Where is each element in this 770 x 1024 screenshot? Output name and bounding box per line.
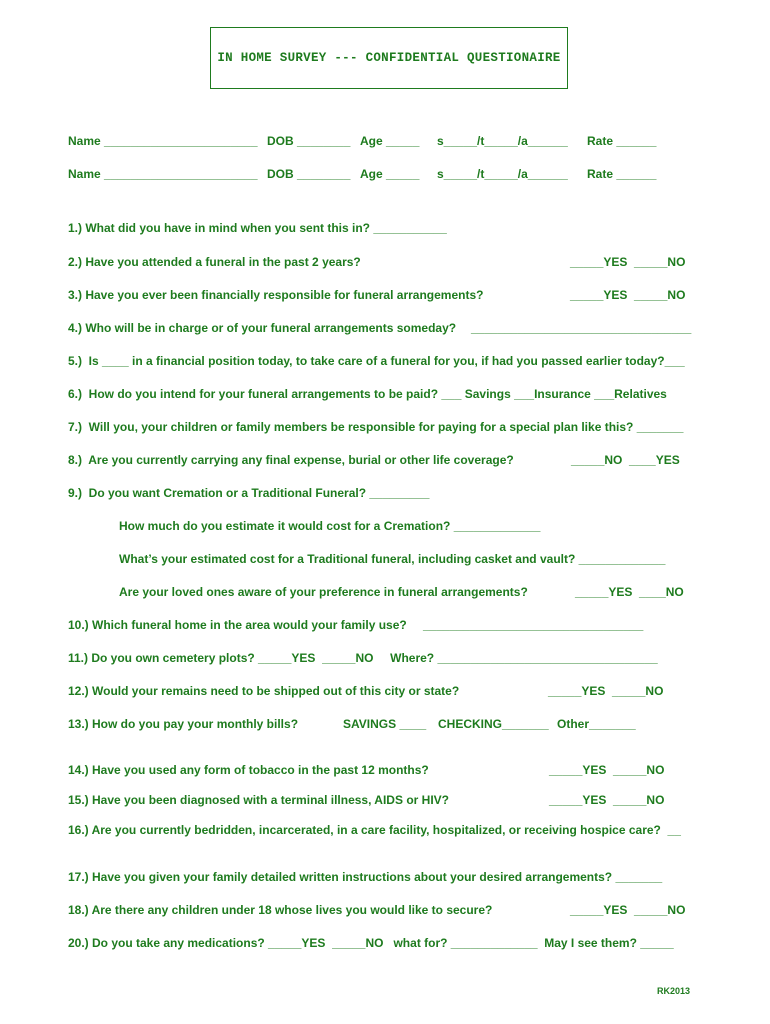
rate-field-1[interactable]: Rate ______ <box>587 134 657 148</box>
title-box <box>210 27 568 89</box>
rate-field-2[interactable]: Rate ______ <box>587 167 657 181</box>
question-12-answers[interactable]: _____YES _____NO <box>548 684 664 698</box>
question-13-other[interactable]: Other_______ <box>557 717 636 731</box>
question-18: 18.) Are there any children under 18 whose lives you would like to secure? <box>68 903 493 917</box>
question-9-sub-aware: Are your loved ones aware of your preference in funeral arrangements? <box>119 585 528 599</box>
question-1[interactable]: 1.) What did you have in mind when you sent this in? ___________ <box>68 221 447 235</box>
question-13-checking[interactable]: CHECKING_______ <box>438 717 549 731</box>
question-13: 13.) How do you pay your monthly bills? <box>68 717 299 731</box>
question-12: 12.) Would your remains need to be shipped out of this city or state? <box>68 684 460 698</box>
question-16[interactable]: 16.) Are you currently bedridden, incarcerated, in a care facility, hospitalized, or receiving hospice care? __ <box>68 823 681 837</box>
question-10: 10.) Which funeral home in the area would your family use? <box>68 618 407 632</box>
question-11[interactable]: 11.) Do you own cemetery plots? _____YES _____NO Where? _________________________________ <box>68 651 658 665</box>
question-7[interactable]: 7.) Will you, your children or family members be responsible for paying for a special plan like this? _______ <box>68 420 684 434</box>
question-10-blank[interactable]: _________________________________ <box>423 618 644 632</box>
dob-field-2[interactable]: DOB ________ <box>267 167 351 181</box>
question-4-blank[interactable]: _________________________________ <box>471 321 692 335</box>
question-15: 15.) Have you been diagnosed with a terminal illness, AIDS or HIV? <box>68 793 449 807</box>
question-5[interactable]: 5.) Is ____ in a financial position today, to take care of a funeral for you, if had you passed earlier today?___ <box>68 354 685 368</box>
question-9[interactable]: 9.) Do you want Cremation or a Traditional Funeral? _________ <box>68 486 430 500</box>
question-20[interactable]: 20.) Do you take any medications? _____YES _____NO what for? _____________ May I see them? _____ <box>68 936 674 950</box>
age-field-2[interactable]: Age _____ <box>360 167 420 181</box>
question-3-answers[interactable]: _____YES _____NO <box>570 288 686 302</box>
age-field-1[interactable]: Age _____ <box>360 134 420 148</box>
question-15-answers[interactable]: _____YES _____NO <box>549 793 665 807</box>
question-8: 8.) Are you currently carrying any final expense, burial or other life coverage? <box>68 453 514 467</box>
form-code: RK2013 <box>657 986 691 996</box>
stats-field-1[interactable]: s_____/t_____/a______ <box>437 134 568 148</box>
name-field-1[interactable]: Name _______________________ <box>68 134 258 148</box>
dob-field-1[interactable]: DOB ________ <box>267 134 351 148</box>
survey-title: IN HOME SURVEY --- CONFIDENTIAL QUESTIONAIRE <box>217 51 561 65</box>
stats-field-2[interactable]: s_____/t_____/a______ <box>437 167 568 181</box>
question-4: 4.) Who will be in charge or of your funeral arrangements someday? <box>68 321 457 335</box>
name-field-2[interactable]: Name _______________________ <box>68 167 258 181</box>
question-9-sub-cremation[interactable]: How much do you estimate it would cost for a Cremation? _____________ <box>119 519 541 533</box>
question-18-answers[interactable]: _____YES _____NO <box>570 903 686 917</box>
question-9-sub-traditional[interactable]: What’s your estimated cost for a Traditional funeral, including casket and vault? _____________ <box>119 552 666 566</box>
question-17[interactable]: 17.) Have you given your family detailed written instructions about your desired arrangements? _______ <box>68 870 663 884</box>
question-13-savings[interactable]: SAVINGS ____ <box>343 717 427 731</box>
question-8-answers[interactable]: _____NO ____YES <box>571 453 680 467</box>
question-3: 3.) Have you ever been financially responsible for funeral arrangements? <box>68 288 484 302</box>
question-9-sub-aware-answers[interactable]: _____YES ____NO <box>575 585 684 599</box>
question-6[interactable]: 6.) How do you intend for your funeral arrangements to be paid? ___ Savings ___Insurance ___Relatives <box>68 387 667 401</box>
question-14: 14.) Have you used any form of tobacco in the past 12 months? <box>68 763 429 777</box>
question-2-answers[interactable]: _____YES _____NO <box>570 255 686 269</box>
question-14-answers[interactable]: _____YES _____NO <box>549 763 665 777</box>
question-2: 2.) Have you attended a funeral in the past 2 years? <box>68 255 361 269</box>
